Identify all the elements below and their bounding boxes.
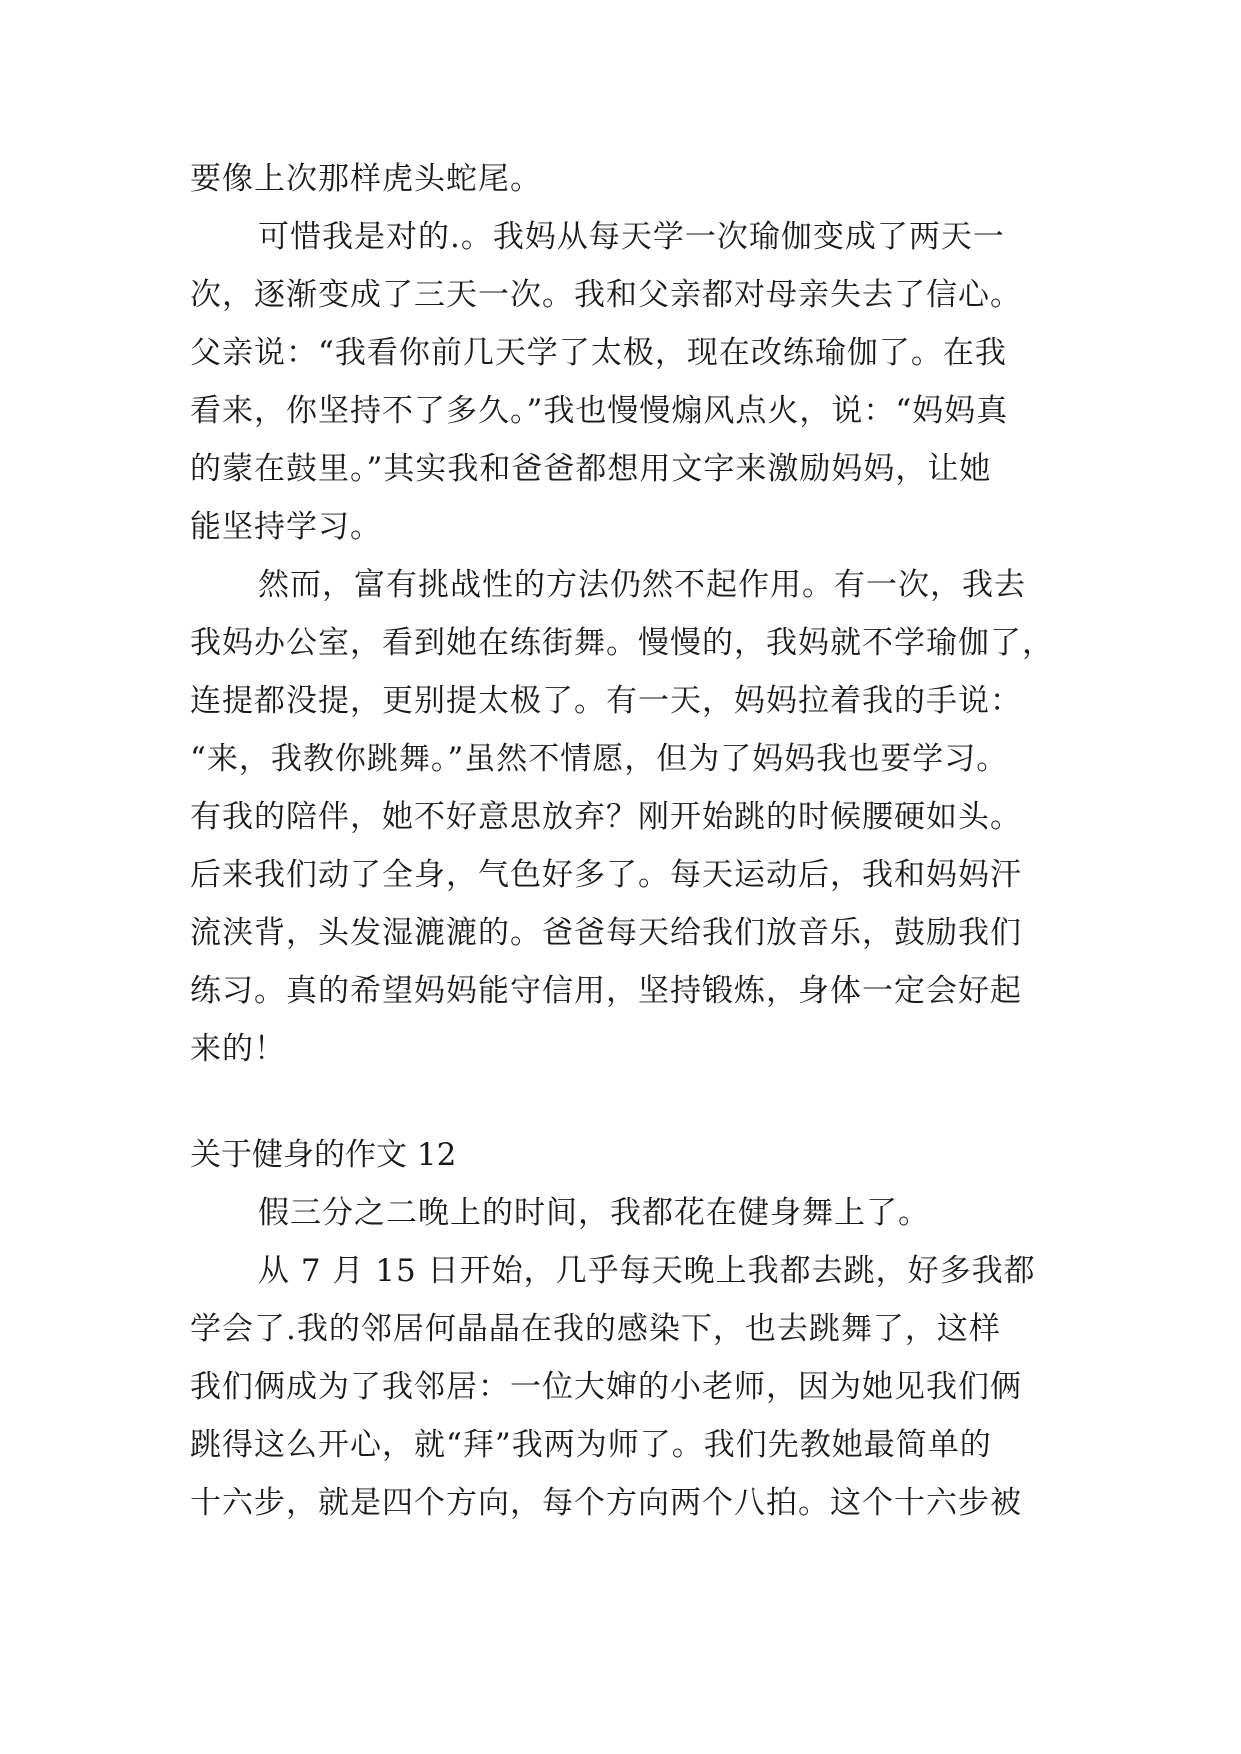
text-line: 连提都没提，更别提太极了。有一天，妈妈拉着我的手说： — [190, 683, 1022, 719]
text-line: 可惜我是对的.。我妈从每天学一次瑜伽变成了两天一 — [258, 219, 1005, 255]
text-line: 能坚持学习。 — [190, 509, 382, 545]
text-line: “来，我教你跳舞。”虽然不情愿，但为了妈妈我也要学习。 — [190, 741, 1009, 777]
text-line: 然而，富有挑战性的方法仍然不起作用。有一次，我去 — [258, 567, 1026, 603]
paragraph-3 — [190, 1184, 1060, 1242]
text-line: 从 7 月 15 日开始，几乎每天晚上我都去跳，好多我都 — [258, 1253, 1036, 1289]
text-line: 父亲说：“我看你前几天学了太极，现在改练瑜伽了。在我 — [190, 335, 1007, 371]
paragraph-2 — [190, 556, 1060, 1078]
text-line: 练习。真的希望妈妈能守信用，坚持锻炼，身体一定会好起 — [190, 973, 1022, 1009]
text-line: 来的！ — [190, 1031, 286, 1067]
text-line: 的蒙在鼓里。”其实我和爸爸都想用文字来激励妈妈，让她 — [190, 451, 992, 487]
text-line: 看来，你坚持不了多久。”我也慢慢煽风点火，说：“妈妈真 — [190, 393, 1009, 429]
section-spacer — [190, 1078, 1060, 1126]
document-page — [190, 150, 1060, 1532]
text-line: 后来我们动了全身，气色好多了。每天运动后，我和妈妈汗 — [190, 857, 1022, 893]
text-line: 假三分之二晚上的时间，我都花在健身舞上了。 — [258, 1195, 930, 1231]
text-line: 我们俩成为了我邻居：一位大婶的小老师，因为她见我们俩 — [190, 1369, 1022, 1405]
paragraph-4 — [190, 1242, 1060, 1532]
text-line: 有我的陪伴，她不好意思放弃？刚开始跳的时候腰硬如头。 — [190, 799, 1022, 835]
text-line: 次，逐渐变成了三天一次。我和父亲都对母亲失去了信心。 — [190, 277, 1022, 313]
text-line: 要像上次那样虎头蛇尾。 — [190, 161, 542, 197]
intro-paragraph — [190, 150, 1060, 208]
text-line: 学会了.我的邻居何晶晶在我的感染下，也去跳舞了，这样 — [190, 1311, 1001, 1347]
text-line: 流浃背，头发湿漉漉的。爸爸每天给我们放音乐，鼓励我们 — [190, 915, 1022, 951]
section-title: 关于健身的作文 12 — [190, 1137, 457, 1173]
text-line: 我妈办公室，看到她在练街舞。慢慢的，我妈就不学瑜伽了， — [190, 625, 1054, 661]
text-line: 十六步，就是四个方向，每个方向两个八拍。这个十六步被 — [190, 1485, 1022, 1521]
paragraph-1 — [190, 208, 1060, 556]
text-line: 跳得这么开心，就“拜”我两为师了。我们先教她最简单的 — [190, 1427, 992, 1463]
